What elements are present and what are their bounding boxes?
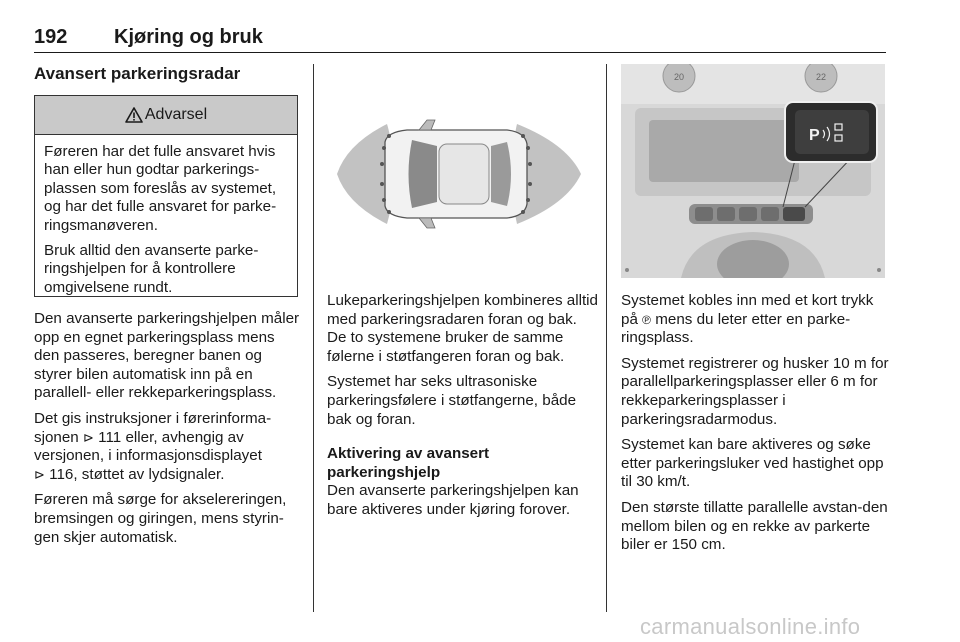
right-readout: 22 [815,72,827,82]
arrow-ref-icon: ⊳ [34,466,45,482]
warning-body [35,135,297,297]
left-readout: 20 [673,72,685,82]
column-divider-1 [313,64,314,612]
page-reference-link[interactable]: 111 [98,428,122,446]
watermark: carmanualsonline.info [640,614,861,639]
column-2-text [327,292,599,527]
dashboard-button-figure [621,64,885,278]
sensor-coverage-figure [327,64,593,278]
paragraph: Lukeparkeringshjelpen kombineres alltid med parkeringsradaren foran og bak. De to systemene bruker de samme følerne i støtfangeren foran og bak. [327,292,599,365]
park-assist-icon[interactable]: P [809,127,820,144]
paragraph: Systemet kan bare aktiveres og søke etter parkeringsluker ved hastighet opp til 30 km/t. [621,436,884,491]
paragraph: Føreren må sørge for akselereringen, bremsingen og giringen, mens styrin-gen skjer automatisk. [34,491,287,546]
section-title: Avansert parkeringsradar [34,64,241,83]
paragraph: Systemet har seks ultrasoniske parkeringsfølere i støtfangerne, både bak og foran. [327,373,577,428]
page-reference-link[interactable]: 116 [49,465,74,483]
page-header [34,26,886,53]
chapter-title: Kjøring og bruk [114,26,263,48]
paragraph: Det gis instruksjoner i førerinforma-sjonen ⊳ 111 eller, avhengig av versjonen, i informasjonsdisplayet ⊳ 116, støttet av lydsignaler. [34,409,272,483]
warning-paragraph: Bruk alltid den avanserte parke-ringshjelpen for å kontrollere omgivelsene rundt. [44,242,259,296]
column-1-text [34,310,302,554]
paragraph: Systemet kobles inn med et kort trykk på ℗ mens du leter etter en parke-ringsplass. [621,292,874,347]
paragraph: Den største tillatte parallelle avstan-den mellom bilen og en rekke av parkerte biler er 150 cm. [621,498,888,554]
warning-box [34,95,298,297]
car-top-view-illustration [327,64,593,278]
warning-triangle-icon [125,107,143,123]
arrow-ref-icon: ⊳ [83,429,94,445]
warning-paragraph: Føreren har det fulle ansvaret hvis han eller hun godtar parkerings-plassen som foreslås av systemet, og har det fulle ansvaret for parke-ringsmanøveren. [44,143,277,234]
park-assist-icon: ℗ [642,312,651,327]
column-3-text [621,292,889,562]
paragraph: Den avanserte parkeringshjelpen kan bare aktiveres under kjøring forover. [327,482,579,518]
paragraph: Systemet registrerer og husker 10 m for parallellparkeringsplasser eller 6 m for rekkeparkeringsplasser i parkeringsradarmodus. [621,354,889,428]
subheading: Aktivering av avansert parkeringshjelp [327,445,490,481]
column-divider-2 [606,64,607,612]
paragraph: Den avanserte parkeringshjelpen måler opp en egnet parkeringsplass mens den passeres, beregner banen og styrer bilen automatisk inn på en parallell- eller rekkeparkeringsplass. [34,310,300,402]
page-number: 192 [34,26,68,48]
warning-title: Advarsel [144,106,208,123]
center-console-illustration [621,64,885,278]
warning-header [35,96,297,135]
